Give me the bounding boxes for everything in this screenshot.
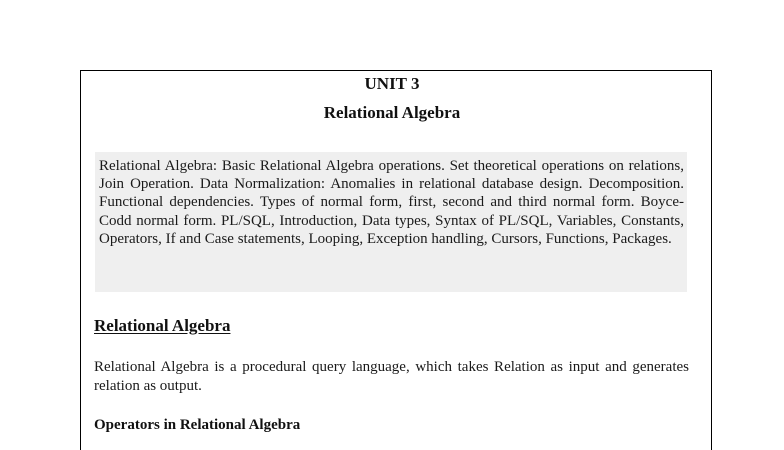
chapter-title: Relational Algebra bbox=[323, 103, 461, 122]
section-heading: Relational Algebra bbox=[94, 316, 231, 335]
syllabus-box bbox=[95, 152, 687, 292]
unit-title: UNIT 3 bbox=[364, 74, 420, 93]
operators-sub-heading: Operators in Relational Algebra bbox=[94, 417, 301, 433]
syllabus-text: Relational Algebra: Basic Relational Algebra operations. Set theoretical operations on relations, Join Operation. Data Normalization: Anomalies in relational database design. Decomposition. Functional dependencies. Types of normal form, first, second and third normal form. Boyce-Codd normal form. PL/SQL, Introduction, Data types, Syntax of PL/SQL, Variables, Constants, Operators, If and Case statements, Looping, Exception handling, Cursors, Functions, Packages. bbox=[99, 158, 684, 247]
intro-paragraph: Relational Algebra is a procedural query language, which takes Relation as input and generates relation as output. bbox=[94, 359, 689, 394]
